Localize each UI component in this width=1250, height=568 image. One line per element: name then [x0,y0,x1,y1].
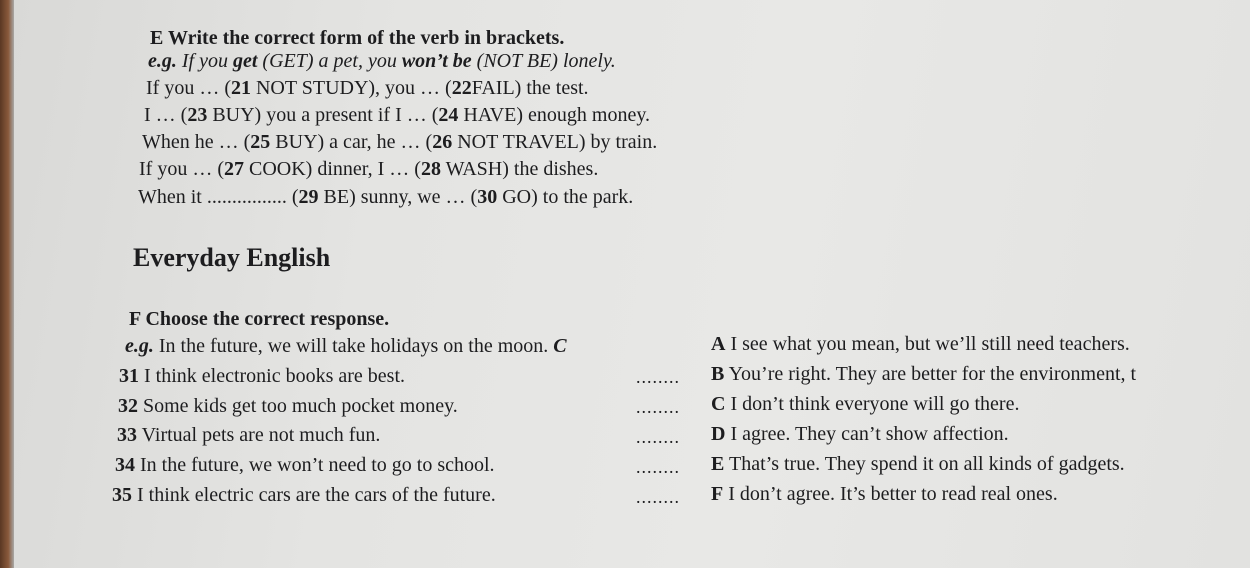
answer-blank-33[interactable]: ........ [636,427,680,447]
answer-blank-32[interactable]: ........ [636,397,680,417]
response-c: C I don’t think everyone will go there. [711,393,1020,415]
question-31: 31 I think electronic books are best. [119,365,406,387]
exercise-e-example: e.g. If you get (GET) a pet, you won’t be (NOT BE) lonely. [148,50,616,72]
exercise-e-item-1: If you … (21 NOT STUDY), you … (22FAIL) the test. [146,77,589,99]
exercise-e-item-4: If you … (27 COOK) dinner, I … (28 WASH) the dishes. [139,158,599,180]
section-heading: Everyday English [133,243,331,272]
book-binding-edge [0,0,14,568]
question-33: 33 Virtual pets are not much fun. [117,424,381,446]
textbook-page [14,0,1250,568]
answer-blank-31[interactable]: ........ [636,367,680,387]
response-b: B You’re right. They are better for the environment, t [711,363,1137,385]
question-32: 32 Some kids get too much pocket money. [118,395,458,417]
response-d: D I agree. They can’t show affection. [711,423,1009,445]
response-f: F I don’t agree. It’s better to read real ones. [711,483,1058,505]
exercise-e-item-3: When he … (25 BUY) a car, he … (26 NOT TRAVEL) by train. [142,131,658,153]
question-34: 34 In the future, we won’t need to go to school. [115,454,495,476]
exercise-e-item-2: I … (23 BUY) you a present if I … (24 HAVE) enough money. [144,104,651,126]
exercise-e-item-5: When it ................ (29 BE) sunny, we … (30 GO) to the park. [138,186,634,208]
answer-blank-34[interactable]: ........ [636,457,680,477]
exercise-f-title: F Choose the correct response. [129,308,390,330]
question-35: 35 I think electric cars are the cars of the future. [112,484,496,506]
answer-blank-35[interactable]: ........ [636,487,680,507]
response-a: A I see what you mean, but we’ll still need teachers. [711,333,1130,355]
response-e: E That’s true. They spend it on all kinds of gadgets. [711,453,1125,475]
exercise-e-title: E Write the correct form of the verb in brackets. [150,27,565,49]
exercise-f-example: e.g. In the future, we will take holidays on the moon. C [125,335,567,357]
